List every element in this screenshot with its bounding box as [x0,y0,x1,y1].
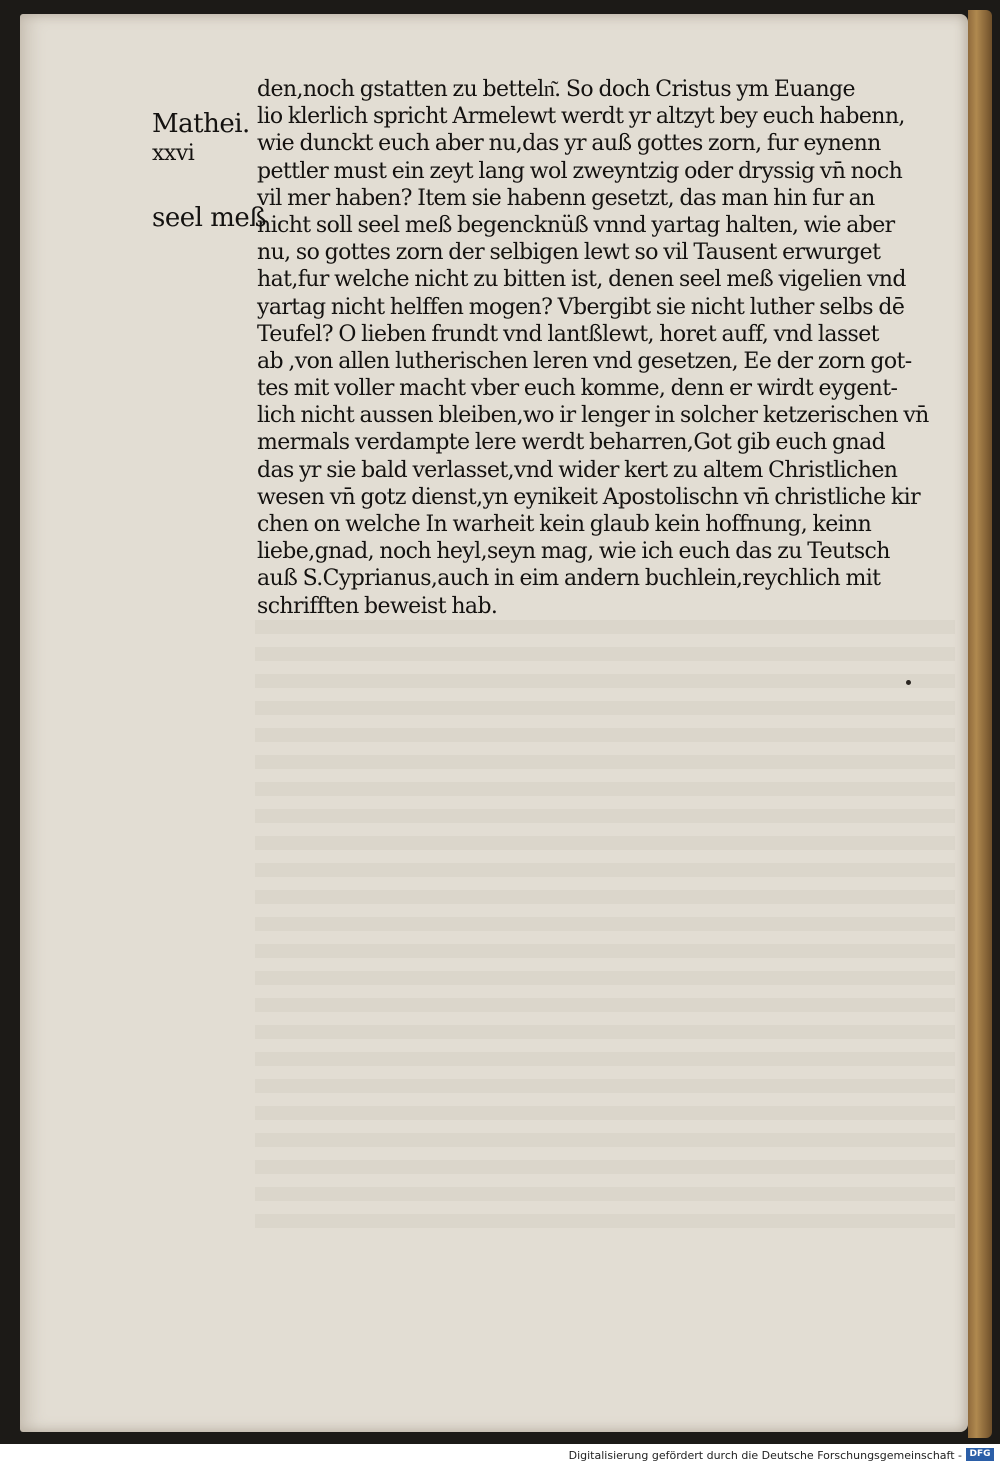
margin-note-mathei: Mathei. [152,109,250,139]
text-line: liebe,gnad, noch heyl,seyn mag, wie ich euch das zu Teutsch [257,539,890,565]
show-through-text [255,620,955,1230]
text-line: ab ,von allen lutherischen leren vnd gesetzen, Ee der zorn got- [257,348,912,374]
footer-bar [0,1444,1000,1466]
dfg-logo: DFG [966,1448,994,1461]
text-line: wie dunckt euch aber nu,das yr auß gottes zorn, fur eynenn [257,131,881,157]
text-line: schrifften beweist hab. [257,593,498,619]
text-line: vil mer haben? Item sie habenn gesetzt, das man hin fur an [257,185,875,211]
text-line: nicht soll seel meß begencknüß vnnd yartag halten, wie aber [257,212,895,238]
text-line: lio klerlich spricht Armelewt werdt yr altzyt bey euch habenn, [257,104,905,130]
margin-note-xxvi: xxvi [152,141,195,166]
body-text [257,76,947,620]
text-line: den,noch gstatten zu betteln͂. So doch Cristus ym Euange [257,77,855,102]
text-line: mermals verdampte lere werdt beharren,Got gib euch gnad [257,430,886,456]
text-line: auß S.Cyprianus,auch in eim andern buchlein,reychlich mit [257,566,881,592]
ink-spot [906,680,911,685]
text-line: chen on welche In warheit kein glaub kein hoffnung, keinn [257,512,872,537]
margin-note-seel-mess: seel meß [152,203,267,233]
text-line: das yr sie bald verlasset,vnd wider kert zu altem Christlichen [257,457,898,483]
text-line: wesen vn̄ gotz dienst,yn eynikeit Apostolischn vn̄ christliche kir [257,484,920,510]
text-line: nu, so gottes zorn der selbigen lewt so vil Tausent erwurget [257,240,881,266]
text-line: tes mit voller macht vber euch komme, denn er wirdt eygent- [257,376,898,402]
text-line: yartag nicht helffen mogen? Vbergibt sie nicht luther selbs dē [257,294,905,320]
text-line: Teufel? O lieben frundt vnd lantßlewt, horet auff, vnd lasset [257,321,879,347]
digitization-credit: Digitalisierung gefördert durch die Deutsche Forschungsgemeinschaft - [568,1449,962,1462]
text-line: lich nicht aussen bleiben,wo ir lenger in solcher ketzerischen vn̄ [257,403,929,429]
page-edge [968,10,992,1438]
text-line: hat,fur welche nicht zu bitten ist, denen seel meß vigelien vnd [257,267,906,293]
text-line: pettler must ein zeyt lang wol zweyntzig oder dryssig vn̄ noch [257,158,903,184]
